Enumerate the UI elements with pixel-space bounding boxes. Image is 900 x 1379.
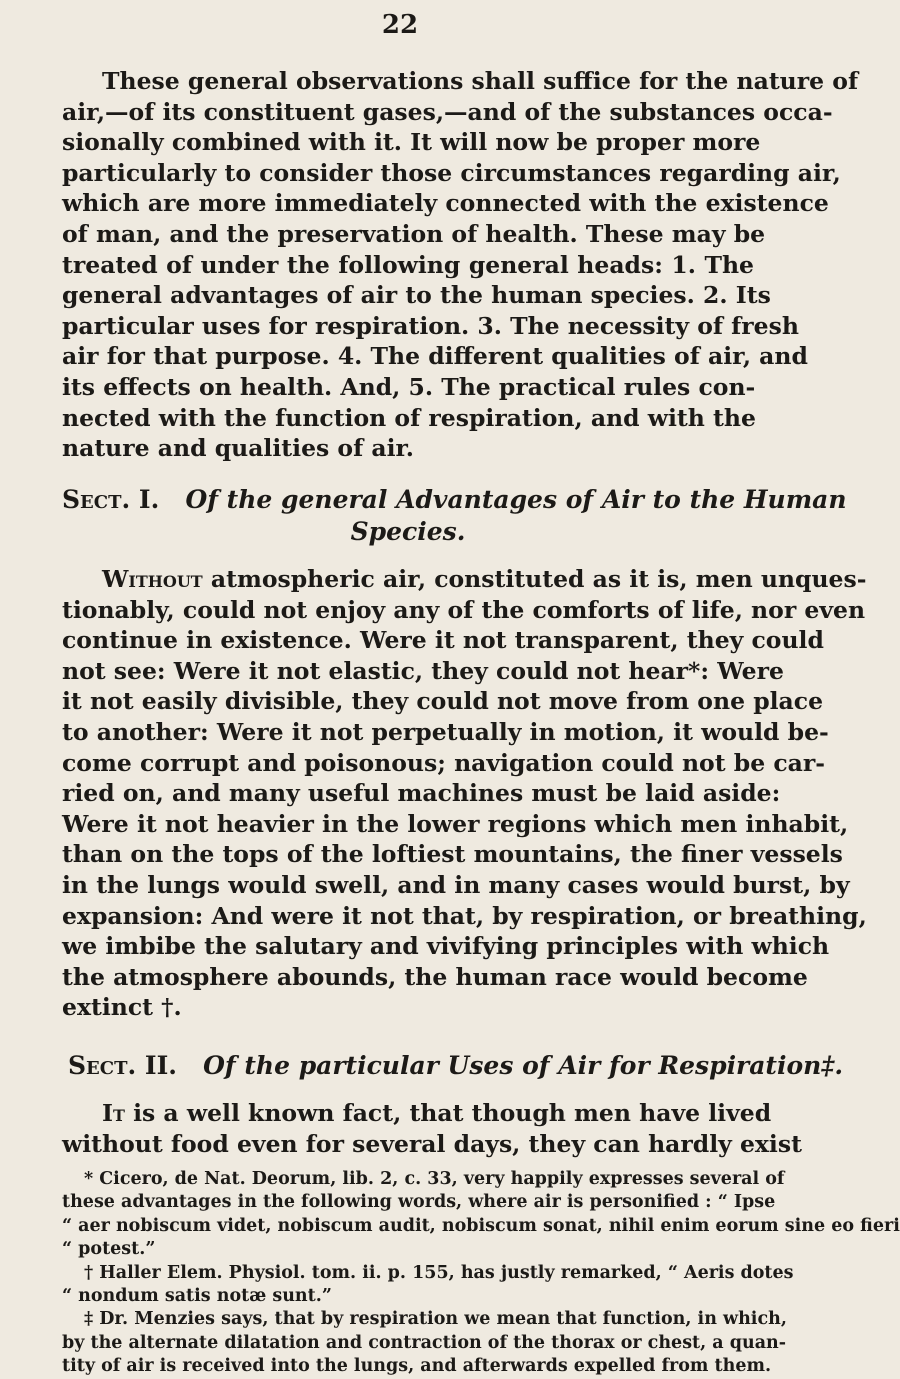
section-1-title-line1: Of the general Advantages of Air to the Human [185,485,847,514]
page-number: 22 [381,10,419,40]
section-1-line-text: atmospheric air, constituted as it is, men unques- [202,565,867,593]
section-1-line [62,992,754,1023]
footnote-line: “ aer nobiscum videt, nobiscum audit, nobiscum sonat, nihil enim eorum sine eo fieri [62,1215,900,1236]
section-1-label: Sect. I. [62,485,160,514]
footnote-line: “ potest.” [62,1239,156,1260]
section-2-line-2: without food even for several days, they can hardly exist [62,1129,802,1158]
section-1-line [62,748,825,779]
intro-paragraph [62,66,859,464]
section-1-line-text: expansion: And were it not that, by respiration, or breathing, [62,901,867,930]
section-1-line-text: it not easily divisible, they could not move from one place [62,687,824,716]
section-1-line [62,656,784,687]
section-1-line [62,564,867,595]
section-1-title-line2: Species. [350,517,466,546]
section-1-line-text: Were it not heavier in the lower regions which men inhabit, [62,809,849,838]
footnote-line: tity of air is received into the lungs, and afterwards expelled from them. [62,1356,772,1377]
section-1-line-text: to another: Were it not perpetually in motion, it would be- [62,717,829,746]
intro-line: which are more immediately connected with the existence [62,189,829,218]
intro-line: particularly to consider those circumstances regarding air, [62,158,841,187]
section-1-line [62,870,850,901]
section-1-line [62,595,866,626]
section-2-heading [62,1050,844,1082]
section-1-line [62,778,781,809]
section-1-line [62,625,824,656]
intro-line: particular uses for respiration. 3. The necessity of fresh [62,311,799,340]
footnote-line: † Haller Elem. Physiol. tom. ii. p. 155, has justly remarked, “ Aeris dotes [84,1262,794,1283]
intro-line: air,—of its constituent gases,—and of the substances occa- [62,97,833,126]
section-2-label: Sect. II. [68,1051,177,1080]
intro-line: These general observations shall suffice for the nature of [102,67,859,95]
intro-line: nature and qualities of air. [62,434,414,463]
section-1-line [62,931,830,962]
intro-line: sionally combined with it. It will now be proper more [62,128,761,157]
section-1-line-text: continue in existence. Were it not transparent, they could [62,626,824,655]
section-1-line-text: extinct †. [62,993,182,1022]
section-1-line [62,686,824,717]
section-1-line [62,901,867,932]
footnote-line: ‡ Dr. Menzies says, that by respiration we mean that function, in which, [84,1309,787,1330]
footnote-line: by the alternate dilatation and contraction of the thorax or chest, a quan- [62,1332,787,1353]
section-1-line-text: come corrupt and poisonous; navigation could not be car- [62,748,825,777]
section-1-line-text: not see: Were it not elastic, they could not hear*: Were [62,656,784,685]
section-1-paragraph [62,564,867,1023]
section-1-line-text: ried on, and many useful machines must be laid aside: [62,779,781,808]
section-2-first-word: It [102,1099,125,1127]
section-2-line-1: is a well known fact, that though men have lived [124,1099,772,1127]
section-1-line [62,809,849,840]
section-1-line-text: in the lungs would swell, and in many cases would burst, by [62,870,850,899]
section-1-heading [62,484,847,548]
intro-line: its effects on health. And, 5. The practical rules con- [62,372,756,401]
footnote-line: “ nondum satis notæ sunt.” [62,1286,332,1307]
footnote-line: * Cicero, de Nat. Deorum, lib. 2, c. 33, very happily expresses several of [84,1169,785,1189]
section-1-line-text: the atmosphere abounds, the human race would become [62,962,808,991]
footnotes [62,1168,900,1379]
section-2-paragraph [62,1098,802,1159]
section-1-first-word: Without [102,565,203,593]
section-1-line-text: we imbibe the salutary and vivifying principles with which [62,932,830,961]
section-1-line-text: than on the tops of the loftiest mountains, the finer vessels [62,840,843,869]
section-1-line [62,717,829,748]
intro-line: treated of under the following general heads: 1. The [62,250,754,279]
section-1-line-text: tionably, could not enjoy any of the comforts of life, nor even [62,595,866,624]
intro-line: nected with the function of respiration, and with the [62,403,756,432]
intro-line: air for that purpose. 4. The different qualities of air, and [62,342,808,371]
section-1-line [62,839,843,870]
section-2-title: Of the particular Uses of Air for Respiration‡. [203,1051,844,1080]
footnote-line: these advantages in the following words, where air is personified : “ Ipse [62,1192,776,1213]
intro-line: of man, and the preservation of health. These may be [62,219,766,248]
section-1-line [62,962,808,993]
intro-line: general advantages of air to the human species. 2. Its [62,281,771,310]
